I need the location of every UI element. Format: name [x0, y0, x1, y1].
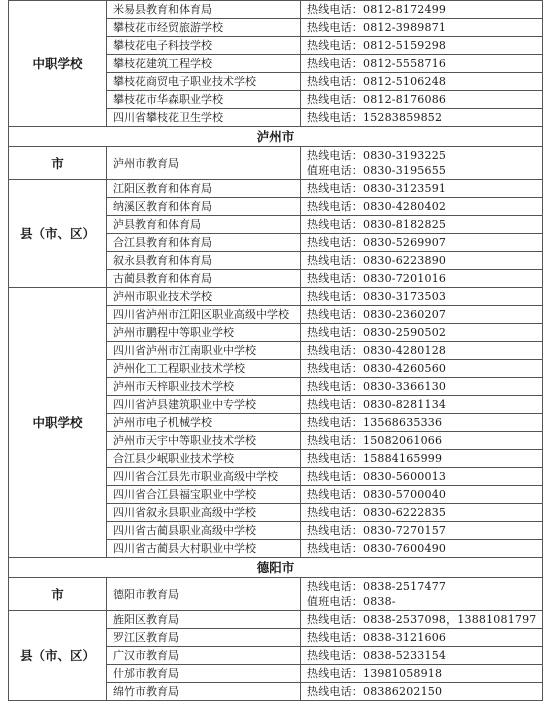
phone-cell: [301, 55, 543, 73]
section-title: 德阳市: [9, 558, 543, 578]
organization-cell: 绵竹市教育局: [107, 683, 301, 701]
organization-cell: 攀枝花商贸电子职业技术学校: [107, 73, 301, 91]
table-row: [9, 180, 543, 198]
phone-number: 热线电话：15884165999: [307, 452, 443, 465]
section-title: 泸州市: [9, 127, 543, 147]
phone-number: 热线电话：0838-2537098，13881081797: [307, 613, 537, 626]
phone-number: 热线电话：08386202150: [307, 685, 443, 698]
phone-cell: [301, 1, 543, 19]
phone-number: 热线电话：0830-3366130: [307, 380, 447, 393]
phone-number: 值班电话：0830-3195655: [307, 164, 447, 177]
table-body: [9, 1, 543, 701]
phone-number: 热线电话：0830-5600013: [307, 470, 447, 483]
phone-number: 值班电话：0838-: [307, 595, 396, 608]
organization-cell: 什邡市教育局: [107, 665, 301, 683]
category-cell: 中职学校: [9, 1, 107, 127]
organization-cell: 攀枝花市华森职业学校: [107, 91, 301, 109]
table-row: [9, 288, 543, 306]
category-cell: 市: [9, 147, 107, 180]
category-cell: 中职学校: [9, 288, 107, 558]
organization-cell: 四川省泸州市江南职业中学校: [107, 342, 301, 360]
phone-cell: [301, 468, 543, 486]
organization-cell: 纳溪区教育和体育局: [107, 198, 301, 216]
phone-number: 热线电话：0830-5700040: [307, 488, 447, 501]
organization-cell: 泸州市电子机械学校: [107, 414, 301, 432]
phone-number: 热线电话：0830-7201016: [307, 272, 447, 285]
phone-number: 热线电话：0830-4280128: [307, 344, 447, 357]
organization-cell: 合江县少岷职业技术学校: [107, 450, 301, 468]
phone-cell: [301, 147, 543, 180]
phone-number: 热线电话：15283859852: [307, 111, 443, 124]
phone-number: 热线电话：0812-5558716: [307, 57, 447, 70]
phone-number: 热线电话：0838-5233154: [307, 649, 447, 662]
phone-number: 热线电话：0830-6222835: [307, 506, 447, 519]
phone-number: 热线电话：0830-2360207: [307, 308, 447, 321]
phone-cell: [301, 109, 543, 127]
organization-cell: 泸州化工工程职业技术学校: [107, 360, 301, 378]
organization-cell: 泸州市天宇中等职业技术学校: [107, 432, 301, 450]
organization-cell: 罗江区教育局: [107, 629, 301, 647]
contact-table: [8, 0, 543, 701]
phone-number: 热线电话：0830-3173503: [307, 290, 447, 303]
organization-cell: 德阳市教育局: [107, 578, 301, 611]
phone-cell: [301, 578, 543, 611]
phone-cell: [301, 234, 543, 252]
organization-cell: 四川省泸州市江阳区职业高级中学校: [107, 306, 301, 324]
phone-number: 热线电话：0812-5159298: [307, 39, 447, 52]
category-cell: 县（市、区）: [9, 180, 107, 288]
phone-number: 热线电话：0838-2517477: [307, 580, 447, 593]
phone-cell: [301, 396, 543, 414]
organization-cell: 四川省古蔺县职业高级中学校: [107, 522, 301, 540]
phone-cell: [301, 19, 543, 37]
phone-cell: [301, 91, 543, 109]
phone-cell: [301, 37, 543, 55]
table-row: [9, 147, 543, 180]
phone-number: 热线电话：0830-3123591: [307, 182, 447, 195]
organization-cell: 广汉市教育局: [107, 647, 301, 665]
organization-cell: 攀枝花市经贸旅游学校: [107, 19, 301, 37]
phone-cell: [301, 611, 543, 629]
phone-cell: [301, 270, 543, 288]
organization-cell: 叙永县教育和体育局: [107, 252, 301, 270]
organization-cell: 泸县教育和体育局: [107, 216, 301, 234]
phone-number: 热线电话：13568635336: [307, 416, 443, 429]
phone-cell: [301, 378, 543, 396]
section-header-row: [9, 127, 543, 147]
phone-cell: [301, 360, 543, 378]
organization-cell: 四川省古蔺县大村职业中学校: [107, 540, 301, 558]
phone-number: 热线电话：0830-8182825: [307, 218, 447, 231]
phone-cell: [301, 647, 543, 665]
phone-number: 热线电话：0812-8176086: [307, 93, 447, 106]
organization-cell: 四川省泸县建筑职业中专学校: [107, 396, 301, 414]
organization-cell: 泸州市鹏程中等职业学校: [107, 324, 301, 342]
phone-cell: [301, 342, 543, 360]
phone-number: 热线电话：13981058918: [307, 667, 443, 680]
phone-cell: [301, 432, 543, 450]
phone-number: 热线电话：0830-4280402: [307, 200, 447, 213]
organization-cell: 攀枝花电子科技学校: [107, 37, 301, 55]
phone-number: 热线电话：0830-6223890: [307, 254, 447, 267]
phone-cell: [301, 683, 543, 701]
phone-cell: [301, 522, 543, 540]
phone-cell: [301, 504, 543, 522]
organization-cell: 四川省合江县福宝职业中学校: [107, 486, 301, 504]
phone-cell: [301, 540, 543, 558]
organization-cell: 旌阳区教育局: [107, 611, 301, 629]
phone-cell: [301, 450, 543, 468]
organization-cell: 泸州市职业技术学校: [107, 288, 301, 306]
table-row: [9, 1, 543, 19]
category-cell: 市: [9, 578, 107, 611]
organization-cell: 米易县教育和体育局: [107, 1, 301, 19]
phone-cell: [301, 73, 543, 91]
phone-number: 热线电话：0830-7600490: [307, 542, 447, 555]
phone-number: 热线电话：0830-4260560: [307, 362, 447, 375]
phone-cell: [301, 486, 543, 504]
phone-number: 热线电话：0838-3121606: [307, 631, 447, 644]
organization-cell: 攀枝花建筑工程学校: [107, 55, 301, 73]
phone-cell: [301, 414, 543, 432]
contact-table-container: [8, 0, 542, 701]
phone-cell: [301, 665, 543, 683]
organization-cell: 四川省合江县先市职业高级中学校: [107, 468, 301, 486]
phone-cell: [301, 306, 543, 324]
organization-cell: 泸州市天梓职业技术学校: [107, 378, 301, 396]
organization-cell: 古蔺县教育和体育局: [107, 270, 301, 288]
phone-number: 热线电话：0812-5106248: [307, 75, 447, 88]
phone-cell: [301, 198, 543, 216]
organization-cell: 四川省叙永县职业高级中学校: [107, 504, 301, 522]
phone-cell: [301, 324, 543, 342]
phone-cell: [301, 252, 543, 270]
organization-cell: 合江县教育和体育局: [107, 234, 301, 252]
phone-number: 热线电话：0830-2590502: [307, 326, 447, 339]
phone-cell: [301, 216, 543, 234]
phone-number: 热线电话：15082061066: [307, 434, 443, 447]
phone-number: 热线电话：0830-8281134: [307, 398, 447, 411]
phone-number: 热线电话：0830-5269907: [307, 236, 447, 249]
phone-number: 热线电话：0812-3989871: [307, 21, 447, 34]
table-row: [9, 611, 543, 629]
phone-number: 热线电话：0830-7270157: [307, 524, 447, 537]
organization-cell: 泸州市教育局: [107, 147, 301, 180]
organization-cell: 江阳区教育和体育局: [107, 180, 301, 198]
phone-cell: [301, 180, 543, 198]
category-cell: 县（市、区）: [9, 611, 107, 701]
phone-number: 热线电话：0812-8172499: [307, 3, 447, 16]
table-row: [9, 578, 543, 611]
phone-cell: [301, 629, 543, 647]
organization-cell: 四川省攀枝花卫生学校: [107, 109, 301, 127]
phone-number: 热线电话：0830-3193225: [307, 149, 447, 162]
section-header-row: [9, 558, 543, 578]
phone-cell: [301, 288, 543, 306]
